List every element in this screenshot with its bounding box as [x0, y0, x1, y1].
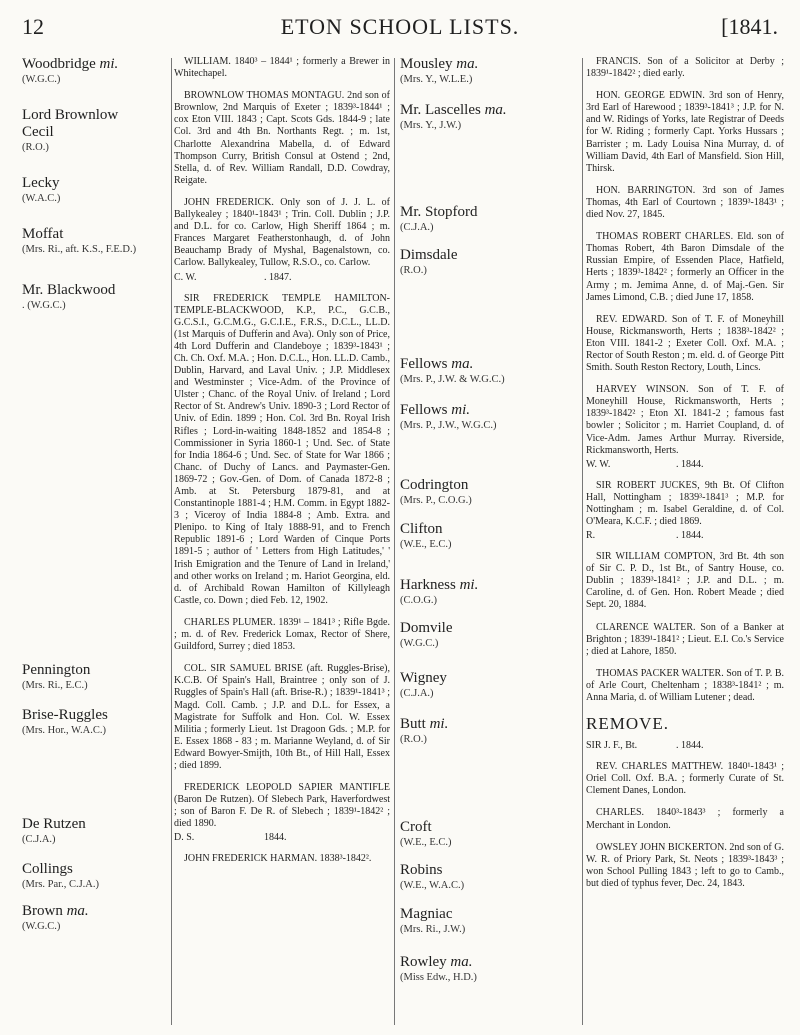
- section-heading: REMOVE.: [586, 714, 670, 734]
- tutor-note: (R.O.): [400, 734, 427, 745]
- tutor-note: (R.O.): [400, 265, 427, 276]
- tutor-note: (W.E., E.C.): [400, 837, 452, 848]
- surname: Wigney: [400, 670, 447, 686]
- name-suffix: ma.: [451, 356, 474, 372]
- admission-line: [586, 530, 784, 541]
- biography-text: CHARLES. 1840³-1843³ ; formerly a Merchant in London.: [586, 807, 784, 831]
- student-name: [400, 819, 580, 836]
- tutor-note: (C.O.G.): [400, 595, 438, 606]
- column-rule: [582, 58, 583, 1025]
- surname: Domvile: [400, 620, 453, 636]
- biography-text: BROWNLOW THOMAS MONTAGU. 2nd son of Brownlow, 2nd Marquis of Exeter ; 1839³-1844¹ ; cox Eton VIII. 1843 ; Capt. Scots Gds. 1844-9 ; late Col. 3rd and 4th Bn. Northants Regt. ; m. 1st, Charlotte Alexandrina Mabella, d. of Edward Thompson Curry, British Consul at Ostend ; 2nd, Stella, d. of Rev. William Randall, D.D. Cowdray, Reigate.: [174, 90, 390, 186]
- tutor-note: (W.E., W.A.C.): [400, 880, 465, 891]
- name-suffix: mi.: [459, 577, 479, 593]
- biography-entry: [174, 782, 390, 830]
- tutor-note: (C.J.A.): [400, 222, 434, 233]
- biography-entry: [174, 853, 390, 865]
- student-name: [400, 247, 580, 264]
- column-rule: [394, 58, 395, 1025]
- admission-line: [586, 740, 784, 751]
- biography-entry: [586, 90, 784, 175]
- tutor-note: (Miss Edw., H.D.): [400, 972, 477, 983]
- student-name: [22, 903, 170, 920]
- admission-line: [174, 272, 390, 283]
- tutor-note: (W.E., E.C.): [400, 539, 452, 550]
- names-column-left: [22, 56, 170, 1031]
- student-name-block: [22, 903, 170, 933]
- biography-entry: [586, 480, 784, 528]
- biography-entry: [586, 668, 784, 704]
- student-name-block: [400, 954, 580, 984]
- surname: Harkness: [400, 577, 456, 593]
- biography-entry: [586, 807, 784, 831]
- biography-text: THOMAS ROBERT CHARLES. Eld. son of Thomas Robert, 4th Baron Dimsdale of the Russian Empire, of Essenden Place, Hatfield, Herts ; 1839³-1842² ; formerly an Officer in the Army ; m. Jemima Anne, d. of Maj.-Gen. Sir James Limond, C.B. ; died June 17, 1858.: [586, 231, 784, 303]
- student-name: [400, 620, 580, 637]
- name-suffix: mi.: [99, 56, 119, 72]
- name-suffix: mi.: [451, 402, 471, 418]
- surname: Moffat: [22, 226, 64, 242]
- biography-entry: [586, 185, 784, 221]
- tutor-note: (W.G.C.): [400, 638, 439, 649]
- biography-entry: [174, 56, 390, 80]
- student-name: [22, 861, 170, 878]
- student-name: [400, 577, 580, 594]
- student-name: [400, 402, 580, 419]
- page-number: 12: [22, 14, 44, 39]
- surname: Rowley: [400, 954, 447, 970]
- biography-entry: [174, 90, 390, 187]
- student-name: [22, 282, 170, 299]
- biography-entry: [586, 56, 784, 80]
- student-name: [400, 670, 580, 687]
- biography-text: THOMAS PACKER WALTER. Son of T. P. B. of Arle Court, Cheltenham ; 1838³-1841² ; m. Anna Maria, d. of William Lutener ; dead.: [586, 667, 784, 704]
- biography-entry: [586, 384, 784, 457]
- biography-entry: [586, 622, 784, 658]
- name-suffix: ma.: [484, 102, 507, 118]
- tutor-note: (Mrs. Ri., E.C.): [22, 680, 88, 691]
- biography-text: CHARLES PLUMER. 1839¹ – 1841³ ; Rifle Bgde. ; m. d. of Rev. Frederick Lomax, Rector of Shere, Guildford, Surrey ; died 1853.: [174, 616, 390, 653]
- surname: Croft: [400, 819, 432, 835]
- tutor-note: (C.J.A.): [22, 834, 56, 845]
- name-suffix: mi.: [429, 716, 449, 732]
- biography-text: WILLIAM. 1840³ – 1844¹ ; formerly a Brewer in Whitechapel.: [174, 56, 390, 80]
- tutor-note: (Mrs. P., J.W. & W.G.C.): [400, 374, 505, 385]
- student-name-block: [400, 577, 580, 607]
- biography-text: REV. CHARLES MATTHEW. 1840¹-1843¹ ; Oriel Coll. Oxf. B.A. ; formerly Curate of St. Clement Danes, London.: [586, 761, 784, 797]
- student-name-block: [400, 819, 580, 849]
- house-initials: C. W.: [174, 271, 197, 283]
- student-name: [400, 102, 580, 119]
- student-name-block: [22, 662, 170, 692]
- student-name-block: [400, 716, 580, 746]
- admission-year: . 1844.: [676, 530, 704, 542]
- entries-column-right: [586, 56, 784, 1031]
- student-name: [400, 477, 580, 494]
- student-name: [400, 521, 580, 538]
- student-name-block: [400, 204, 580, 234]
- surname: Lecky: [22, 175, 60, 191]
- names-column-right: [400, 56, 580, 1031]
- biography-entry: [586, 551, 784, 611]
- student-name: [22, 816, 170, 833]
- student-name-block: [22, 56, 170, 86]
- biography-entry: [174, 197, 390, 270]
- student-name: [22, 56, 170, 73]
- page-header: [22, 14, 778, 44]
- student-name-block: [400, 521, 580, 551]
- tutor-note: (Mrs. Hor., W.A.C.): [22, 725, 107, 736]
- student-name-block: [400, 670, 580, 700]
- house-initials: R.: [586, 530, 596, 542]
- student-name: [400, 954, 580, 971]
- tutor-note: (R.O.): [22, 142, 49, 153]
- tutor-note: (W.A.C.): [22, 193, 61, 204]
- biography-text: OWSLEY JOHN BICKERTON. 2nd son of G. W. R. of Priory Park, St. Neots ; 1839³-1843³ ; won School Pulling 1843 ; left to go to Camb., but died of typhus fever, Dec. 24, 1843.: [586, 841, 784, 889]
- tutor-note: (W.G.C.): [22, 921, 61, 932]
- admission-year: 1844.: [264, 832, 287, 844]
- surname: Pennington: [22, 662, 91, 678]
- tutor-note: (W.G.C.): [22, 74, 61, 85]
- student-name: [22, 175, 170, 192]
- surname: Mousley: [400, 56, 453, 72]
- biography-entry: [586, 761, 784, 797]
- biography-text: CLARENCE WALTER. Son of a Banker at Brighton ; 1839¹-1841² ; Lieut. E.I. Co.'s Service ; died at Lahore, 1850.: [586, 621, 784, 657]
- student-name-block: [22, 861, 170, 891]
- surname: Dimsdale: [400, 247, 458, 263]
- tutor-note: (Mrs. Y., W.L.E.): [400, 74, 473, 85]
- surname: Brown: [22, 903, 63, 919]
- student-name-block: [400, 402, 580, 432]
- biography-entry: [174, 293, 390, 607]
- house-initials: W. W.: [586, 458, 611, 470]
- biography-text: HARVEY WINSON. Son of T. F. of Moneyhill House, Rickmansworth, Herts ; 1839³-1842² ; Eton XI. 1841-2 ; famous fast bowler ; Solicitor ; m. Harriet Coupland, d. of Vice-Adm. James Arthur Murray. Riverside, Rickmansworth, Herts.: [586, 384, 784, 456]
- name-suffix: ma.: [450, 954, 473, 970]
- surname: Fellows: [400, 402, 448, 418]
- student-name-block: [400, 247, 580, 277]
- name-suffix: ma.: [66, 903, 89, 919]
- student-name: [400, 204, 580, 221]
- biography-entry: [174, 663, 390, 772]
- admission-year: . 1844.: [676, 740, 704, 752]
- student-name-block: [400, 477, 580, 507]
- tutor-note: (Mrs. Y., J.W.): [400, 120, 462, 131]
- surname: De Rutzen: [22, 816, 86, 832]
- page-year: [1841.: [721, 14, 778, 39]
- tutor-note: . (W.G.C.): [22, 300, 66, 311]
- student-name-block: [400, 906, 580, 936]
- tutor-note: (Mrs. Ri., aft. K.S., F.E.D.): [22, 244, 137, 255]
- student-name-block: [400, 56, 580, 86]
- column-rule: [171, 58, 172, 1025]
- student-name: [400, 862, 580, 879]
- surname: Codrington: [400, 477, 469, 493]
- surname: Brise-Ruggles: [22, 707, 108, 723]
- student-name-block: [400, 620, 580, 650]
- student-name-line2: Cecil: [22, 124, 54, 140]
- name-suffix: ma.: [456, 56, 479, 72]
- student-name-block: [400, 356, 580, 386]
- biography-text: SIR ROBERT JUCKES, 9th Bt. Of Clifton Hall, Nottingham ; 1839³-1841³ ; M.P. for Nottingham ; m. Isabel Geraldine, d. of Col. O'Meara, K.C.F. ; died 1869.: [586, 479, 784, 527]
- surname: Clifton: [400, 521, 443, 537]
- admission-line: [174, 832, 390, 843]
- student-name: [22, 707, 170, 724]
- biography-entry: [586, 842, 784, 890]
- student-name-block: [22, 107, 170, 154]
- student-name-block: [22, 226, 170, 256]
- surname: Fellows: [400, 356, 448, 372]
- tutor-note: (Mrs. P., C.O.G.): [400, 495, 472, 506]
- admission-line: [586, 459, 784, 470]
- student-name: [400, 716, 580, 733]
- entries-column-left: [174, 56, 390, 1031]
- surname: Woodbridge: [22, 56, 96, 72]
- biography-text: HON. BARRINGTON. 3rd son of James Thomas, 4th Earl of Courtown ; 1839³-1843¹ ; died Nov. 27, 1845.: [586, 184, 784, 221]
- student-name-block: [22, 816, 170, 846]
- surname: Collings: [22, 861, 73, 877]
- student-name: [400, 906, 580, 923]
- admission-year: . 1847.: [264, 271, 292, 283]
- biography-entry: [174, 617, 390, 653]
- tutor-note: (Mrs. Ri., J.W.): [400, 924, 466, 935]
- biography-text: FRANCIS. Son of a Solicitor at Derby ; 1839¹-1842² ; died early.: [586, 56, 784, 80]
- biography-text: SIR WILLIAM COMPTON, 3rd Bt. 4th son of Sir C. P. D., 1st Bt., of Santry House, co. Dublin ; 1839³-1841² ; J.P. and D.L. ; m. Caroline, d. of Gen. Hon. Robert Meade ; died Sept. 20, 1884.: [586, 551, 784, 611]
- student-name-block: [400, 102, 580, 132]
- student-name-block: [22, 175, 170, 205]
- surname: Mr. Stopford: [400, 204, 478, 220]
- surname: Robins: [400, 862, 443, 878]
- student-name: [22, 662, 170, 679]
- tutor-note: (Mrs. P., J.W., W.G.C.): [400, 420, 497, 431]
- student-name: [400, 56, 580, 73]
- biography-text: COL. SIR SAMUEL BRISE (aft. Ruggles-Brise), K.C.B. Of Spain's Hall, Braintree ; only son of J. Ruggles of Spain's Hall (aft. Brise-R.) ; 1839¹-1841³ ; Magd. Coll. Camb. ; J.P. and D.L. for Essex, a Magistrate for Suffolk and Hon. Col. W. Essex Militia ; formerly Lieut. 1st Dragoon Gds. ; M.P. for E. Essex 1868 - 83 ; m. Marianne Weyland, d. of Sir Edward Bowyer-Smijth, 10th Bt., of Hill Hall, Essex ; died 1899.: [174, 663, 390, 771]
- house-initials: D. S.: [174, 832, 195, 844]
- student-name-block: [22, 282, 170, 312]
- biography-entry: [586, 231, 784, 304]
- biography-text: HON. GEORGE EDWIN. 3rd son of Henry, 3rd Earl of Harewood ; 1839³-1841³ ; J.P. for N. and W. Ridings of Yorks, late Registrar of Deeds for W. Riding ; formerly Capt. Yorks Hussars ; Barrister ; m. Lady Louisa Nina Murray, d. of William David, 4th Earl of Mansfield. Sion Hill, Thirsk.: [586, 90, 784, 174]
- biography-text: JOHN FREDERICK HARMAN. 1838³-1842².: [184, 853, 372, 865]
- student-name: [22, 226, 170, 243]
- biography-text: JOHN FREDERICK. Only son of J. J. L. of Ballykealey ; 1840¹-1843¹ ; Trin. Coll. Dublin ; J.P. and D.L. for co. Carlow, High Sheriff 1864 ; m. Frances Margaret Featherstonhaugh, d. of John Beauchamp Brady of Myshal, Bagenalstown, co. Carlow. Ballykealey, Tullow, R.S.O., co. Carlow.: [174, 196, 390, 269]
- biography-entry: [586, 314, 784, 374]
- surname: Mr. Blackwood: [22, 282, 116, 298]
- surname: Lord Brownlow: [22, 107, 119, 123]
- page-title: ETON SCHOOL LISTS.: [280, 14, 520, 39]
- student-name: [400, 356, 580, 373]
- tutor-note: (C.J.A.): [400, 688, 434, 699]
- student-name-block: [22, 707, 170, 737]
- biography-text: REV. EDWARD. Son of T. F. of Moneyhill House, Rickmansworth, Herts ; 1838³-1842² ; Eton VIII. 1841-2 ; Exeter Coll. Oxf. M.A. ; Rector of South Reston ; m. eld. d. of George Pitt Smith. South Reston Rectory, Louth, Lincs.: [586, 313, 784, 374]
- admission-year: . 1844.: [676, 458, 704, 470]
- house-initials: SIR J. F., Bt.: [586, 740, 638, 752]
- surname: Mr. Lascelles: [400, 102, 481, 118]
- biography-text: FREDERICK LEOPOLD SAPIER MANTIFLE (Baron De Rutzen). Of Slebech Park, Haverfordwest ; son of Baron F. De R. of Slebech ; 1839¹-1842² ; died 1890.: [174, 782, 390, 830]
- student-name-block: [400, 862, 580, 892]
- student-name: [22, 107, 170, 124]
- tutor-note: (Mrs. Par., C.J.A.): [22, 879, 100, 890]
- biography-text: SIR FREDERICK TEMPLE HAMILTON-TEMPLE-BLACKWOOD, K.P., P.C., G.C.B., G.C.S.I., G.C.M.G., G.C.I.E., F.R.S., D.C.L., LL.D. (1st Marquis of Dufferin and Ava). Only son of Price, 4th Lord Dufferin and Clandeboye ; 1839³-1843¹ ; Ch. Ch. Oxf. M.A. ; Hon. D.C.L., Hon. LL.D. Camb., Dublin, Harvard, and Laval Univ. ; J.P. Middlesex and Westminster ; Vice-Adm. of the Province of Ulster ; Chanc. of the Royal Univ. of Ireland ; Lord Rector of St. Andrew's Univ. 1890-3 ; Lord Rector of Univ. of Edin. 1899 ; Hon. Col. 3rd Bn. Royal Irish Rifles ; Lord-in-waiting 1848-1852 and 1854-8 ; Commissioner in Syria 1860-1 ; Und. Sec. of State for India 1864-6 ; Und. Sec. of State for War 1866 ; Chanc. of Duchy of Lancs. and Paymaster-Gen. 1869-72 ; Gov.-Gen. of Dom. of Canada 1872-8 ; Amb. at St. Petersburg 1879-81, and at Constantinople 1881-4 ; H.M. Comm. in Egypt 1882-3 ; Viceroy of India 1884-8 ; Amb. Extra. and Plenipo. to King of Italy 1888-91, and to French Republic 1891-6 ; Lord Warden of Cinque Ports 1891-5 ; author of ' Letters from High Latitudes,' ' Irish Emigration and the Tenure of Land in Ireland,' and other works on Ireland ; m. Hariot Georgina, eld. d. of Archibald Rowan Hamilton of Killyleagh Castle, co. Down ; died Feb. 12, 1902.: [174, 292, 390, 606]
- surname: Magniac: [400, 906, 453, 922]
- surname: Butt: [400, 716, 426, 732]
